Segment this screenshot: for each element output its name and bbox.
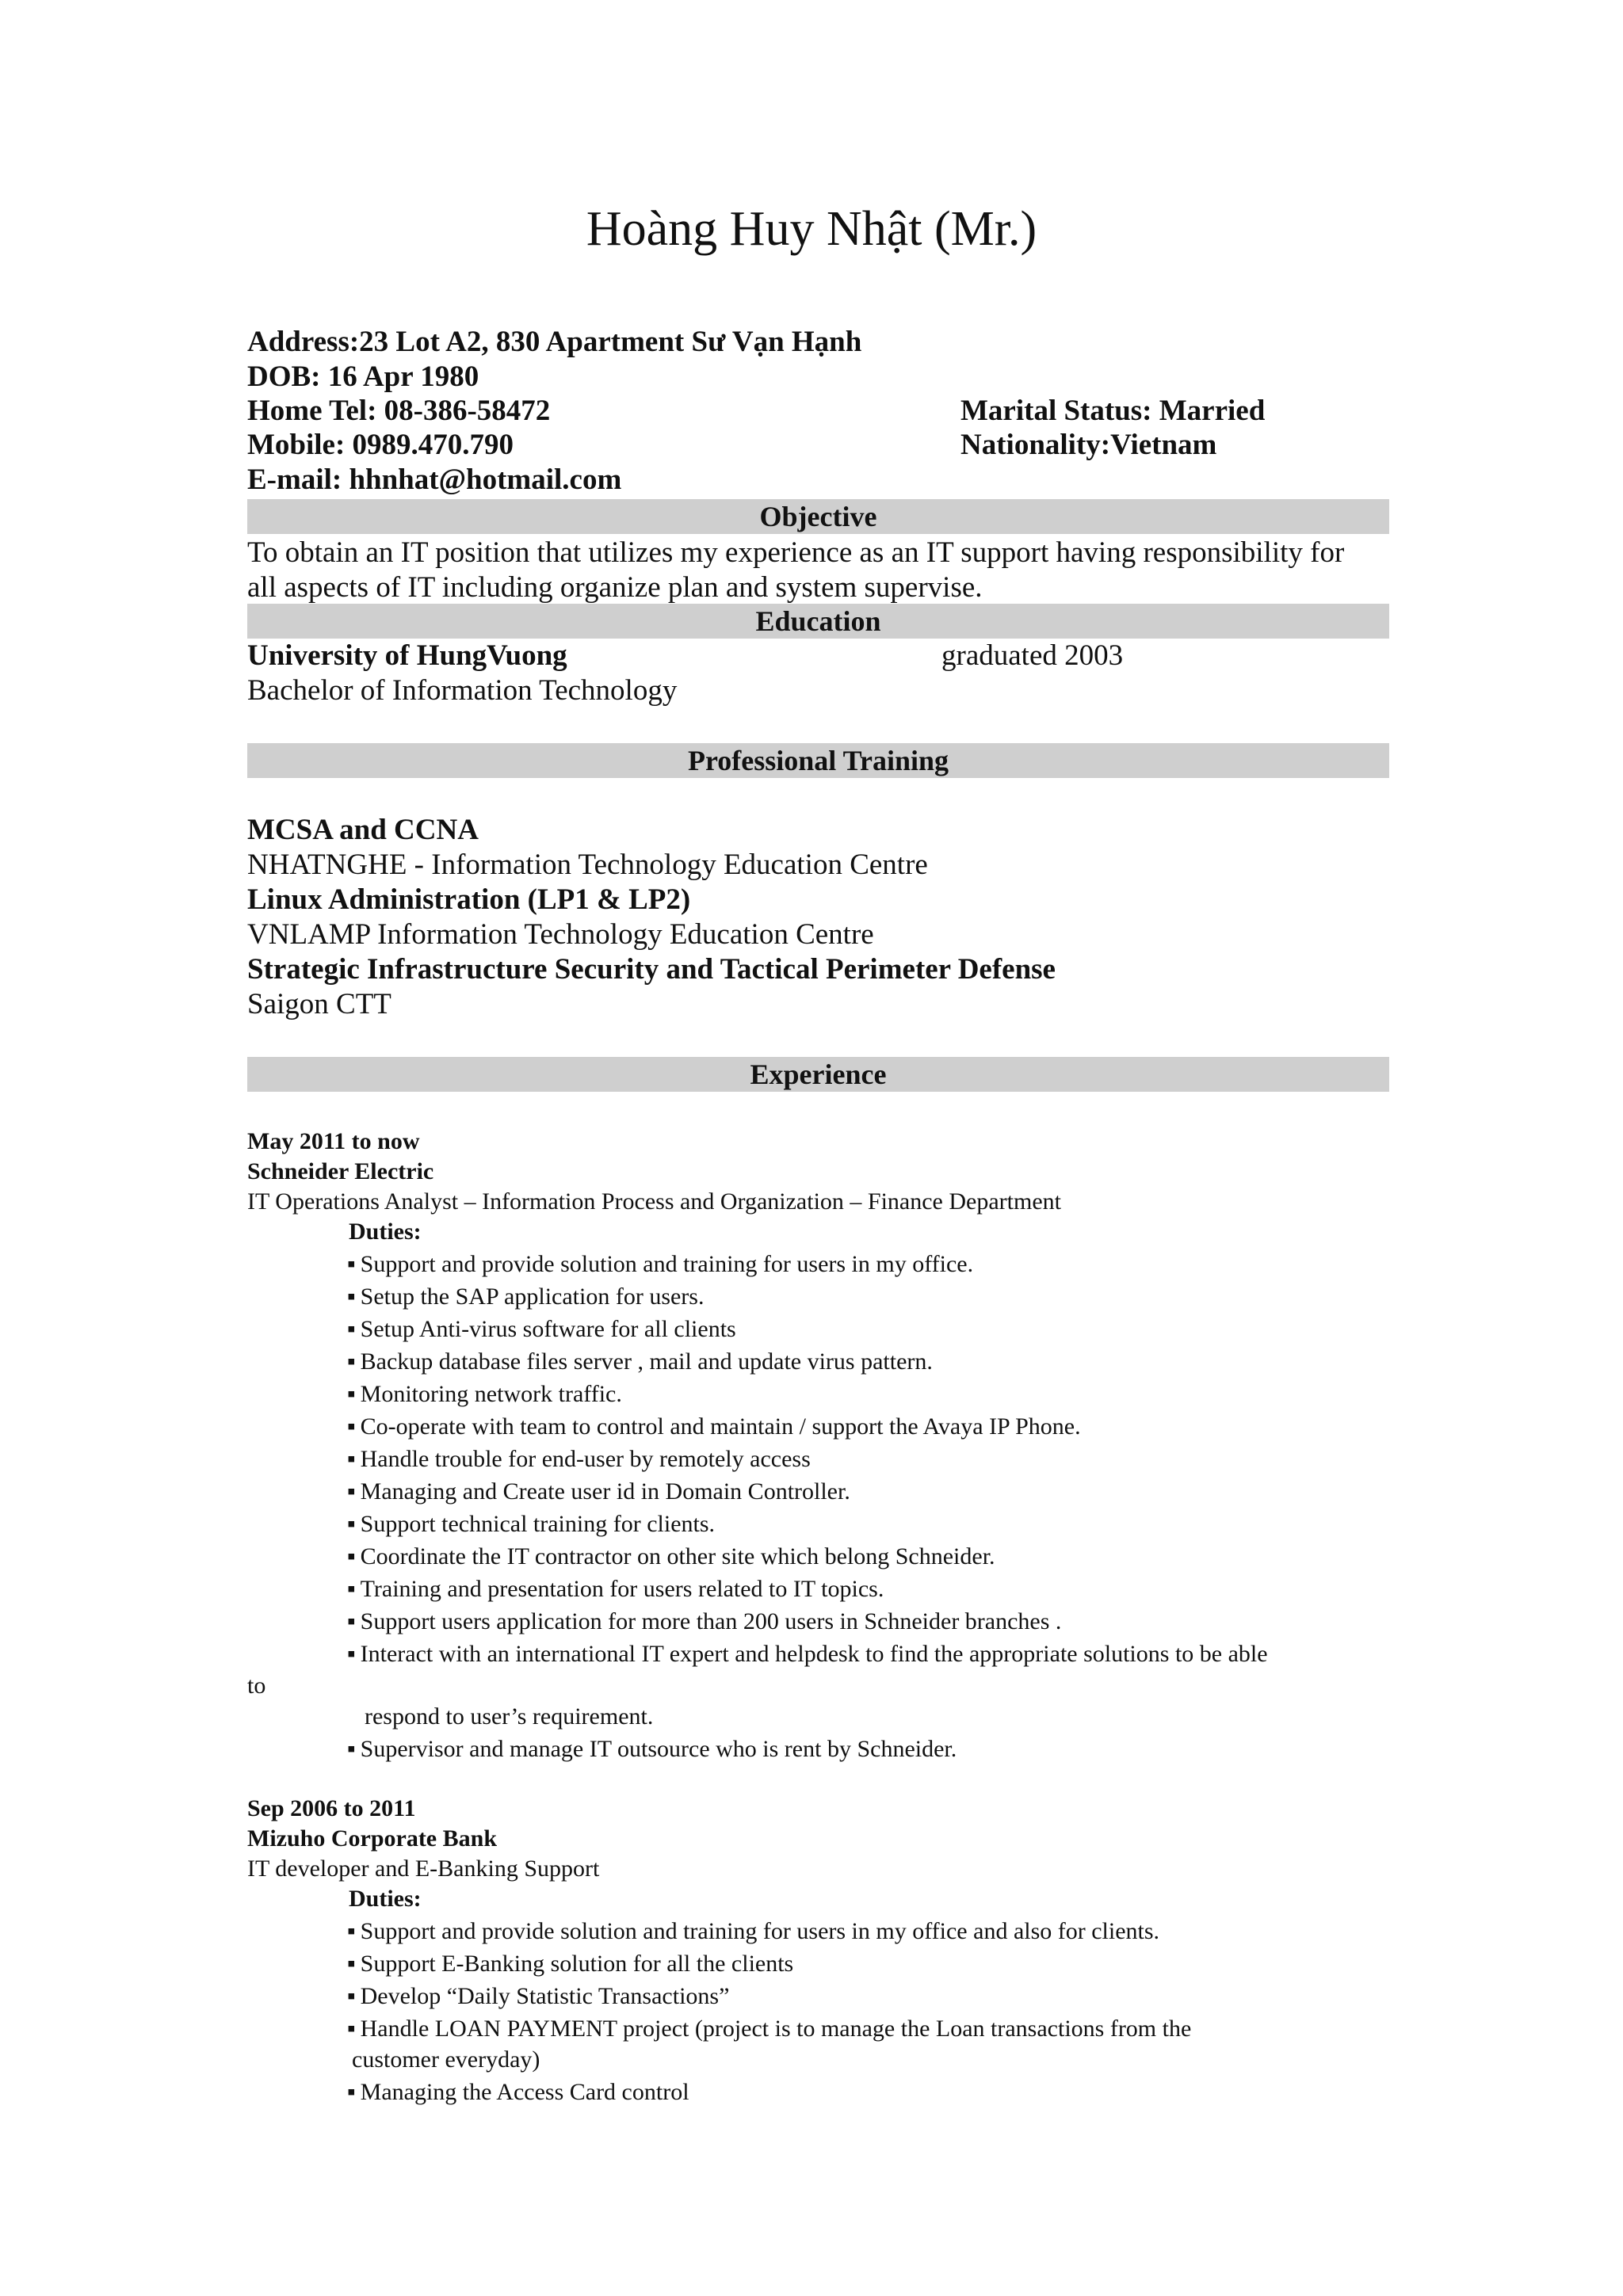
duty-item: ▪ Supervisor and manage IT outsource who is rent by Schneider. <box>347 1736 957 1763</box>
objective-heading: Objective <box>247 499 1389 534</box>
duty-item: ▪ Support and provide solution and training for users in my office and also for clients. <box>347 1918 1159 1945</box>
nationality: Nationality:Vietnam <box>960 429 1217 461</box>
duty-item: ▪ Coordinate the IT contractor on other site which belong Schneider. <box>347 1543 995 1570</box>
duty-item: ▪ Training and presentation for users related to IT topics. <box>347 1576 884 1603</box>
duty-item: ▪ Support technical training for clients. <box>347 1511 715 1538</box>
education-degree: Bachelor of Information Technology <box>247 674 678 707</box>
duty-item: ▪ Co-operate with team to control and maintain / support the Avaya IP Phone. <box>347 1413 1081 1440</box>
training-provider: VNLAMP Information Technology Education Centre <box>247 918 874 951</box>
duty-item: ▪ Monitoring network traffic. <box>347 1381 622 1408</box>
education-school: University of HungVuong <box>247 639 567 672</box>
duty-item: ▪ Handle trouble for end-user by remotely access <box>347 1446 811 1473</box>
job-role: IT Operations Analyst – Information Process and Organization – Finance Department <box>247 1188 1061 1215</box>
duty-item: ▪ Interact with an international IT expert and helpdesk to find the appropriate solutions to be able <box>347 1641 1268 1668</box>
marital-status: Marital Status: Married <box>960 395 1266 427</box>
duty-item: ▪ Setup the SAP application for users. <box>347 1283 704 1310</box>
address: Address:23 Lot A2, 830 Apartment Sư Vạn Hạnh <box>247 326 862 358</box>
home-tel: Home Tel: 08-386-58472 <box>247 395 551 427</box>
duty-item: ▪ Backup database files server , mail and update virus pattern. <box>347 1348 933 1375</box>
job-period: Sep 2006 to 2011 <box>247 1795 416 1821</box>
job-period: May 2011 to now <box>247 1128 420 1154</box>
education-heading: Education <box>247 604 1389 639</box>
training-provider: Saigon CTT <box>247 988 391 1020</box>
objective-line-2: all aspects of IT including organize plan and system supervise. <box>247 571 983 604</box>
duty-item: ▪ Support and provide solution and training for users in my office. <box>347 1251 973 1278</box>
dob: DOB: 16 Apr 1980 <box>247 360 479 393</box>
training-heading: Professional Training <box>247 743 1389 778</box>
duty-item: ▪ Develop “Daily Statistic Transactions” <box>347 1983 729 2010</box>
duty-item: ▪ Handle LOAN PAYMENT project (project is to manage the Loan transactions from the <box>347 2016 1191 2042</box>
candidate-name: Hoàng Huy Nhật (Mr.) <box>586 202 1037 256</box>
education-graduated: graduated 2003 <box>941 639 1124 672</box>
duty-item: ▪ Managing the Access Card control <box>347 2079 689 2106</box>
duties-label: Duties: <box>349 1219 422 1245</box>
duty-item: ▪ Support users application for more than 200 users in Schneider branches . <box>347 1608 1061 1635</box>
duty-wrap-word: to <box>247 1672 266 1699</box>
experience-heading: Experience <box>247 1057 1389 1092</box>
training-provider: NHATNGHE - Information Technology Education Centre <box>247 849 928 881</box>
mobile: Mobile: 0989.470.790 <box>247 429 514 461</box>
duty-item: ▪ Managing and Create user id in Domain Controller. <box>347 1478 850 1505</box>
objective-line-1: To obtain an IT position that utilizes my experience as an IT support having responsibility for <box>247 536 1345 569</box>
job-role: IT developer and E-Banking Support <box>247 1855 600 1882</box>
email: E-mail: hhnhat@hotmail.com <box>247 463 622 496</box>
duty-continuation: respond to user’s requirement. <box>365 1703 654 1730</box>
duty-item: ▪ Support E-Banking solution for all the clients <box>347 1951 793 1978</box>
job-company: Schneider Electric <box>247 1158 434 1184</box>
duty-continuation: customer everyday) <box>352 2046 540 2073</box>
duty-item: ▪ Setup Anti-virus software for all clients <box>347 1316 736 1343</box>
training-title: Linux Administration (LP1 & LP2) <box>247 883 691 916</box>
job-company: Mizuho Corporate Bank <box>247 1825 497 1852</box>
training-title: MCSA and CCNA <box>247 814 479 846</box>
duties-label: Duties: <box>349 1886 422 1912</box>
training-title: Strategic Infrastructure Security and Tactical Perimeter Defense <box>247 953 1056 986</box>
